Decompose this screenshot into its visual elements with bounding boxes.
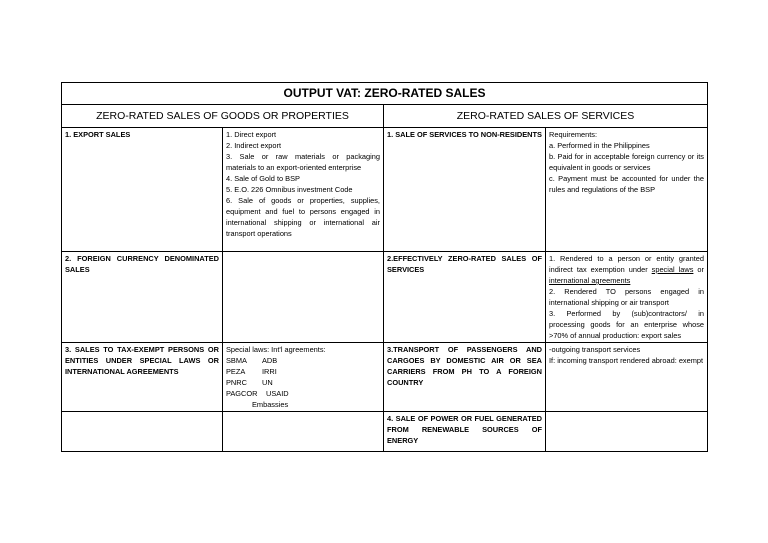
list-item: Requirements: bbox=[549, 130, 598, 139]
goods-header: ZERO-RATED SALES OF GOODS OR PROPERTIES bbox=[62, 105, 384, 128]
goods-category-export-sales: 1. EXPORT SALES bbox=[62, 128, 223, 252]
empty-cell bbox=[223, 412, 384, 452]
list-item: 3. Sale or raw materials or packaging materials to an export-oriented enterprise bbox=[226, 152, 380, 172]
zero-rated-sales-table bbox=[61, 82, 708, 452]
goods-category-foreign-currency: 2. FOREIGN CURRENCY DENOMINATED SALES bbox=[62, 252, 223, 343]
empty-cell bbox=[223, 252, 384, 343]
non-residents-requirements bbox=[546, 128, 708, 252]
international-agreements-text: international agreements bbox=[549, 276, 631, 285]
list-item: PEZA IRRI bbox=[226, 367, 277, 376]
list-item: c. Payment must be accounted for under the rules and regulations of the BSP bbox=[549, 174, 704, 194]
list-item: 2. Indirect export bbox=[226, 141, 282, 150]
list-item: 1. Rendered to a person or entity granted indirect tax exemption under special laws or international agreements bbox=[549, 254, 704, 285]
list-item: If: incoming transport rendered abroad: exempt bbox=[549, 356, 704, 365]
list-item: 4. Sale of Gold to BSP bbox=[226, 174, 300, 183]
list-item: a. Performed in the Philippines bbox=[549, 141, 650, 150]
list-item: 6. Sale of goods or properties, supplies, equipment and fuel to persons engaged in international shipping or international air transport operations bbox=[226, 196, 380, 238]
list-header: Special laws: Int'l agreements: bbox=[226, 345, 326, 354]
table-row bbox=[62, 252, 708, 343]
services-category-non-residents: 1. SALE OF SERVICES TO NON-RESIDENTS bbox=[384, 128, 546, 252]
effectively-zero-rated-items bbox=[546, 252, 708, 343]
page-title: OUTPUT VAT: ZERO-RATED SALES bbox=[62, 83, 708, 105]
list-item: 5. E.O. 226 Omnibus investment Code bbox=[226, 185, 353, 194]
services-category-effectively-zero-rated: 2.EFFECTIVELY ZERO-RATED SALES OF SERVICES bbox=[384, 252, 546, 343]
special-laws-text: special laws bbox=[651, 265, 694, 274]
list-item: -outgoing transport services bbox=[549, 345, 641, 354]
table-row bbox=[62, 412, 708, 452]
list-item: SBMA ADB bbox=[226, 356, 278, 365]
services-category-transport: 3.TRANSPORT OF PASSENGERS AND CARGOES BY DOMESTIC AIR OR SEA CARRIERS FROM PH TO A FOREIGN COUNTRY bbox=[384, 343, 546, 412]
list-item: 2. Rendered TO persons engaged in international shipping or air transport bbox=[549, 287, 704, 307]
table-row bbox=[62, 128, 708, 252]
empty-cell bbox=[62, 412, 223, 452]
list-item: 1. Direct export bbox=[226, 130, 277, 139]
services-header: ZERO-RATED SALES OF SERVICES bbox=[384, 105, 708, 128]
list-item: 3. Performed by (sub)contractors/ in processing goods for an enterprise whose >70% of annual production: export sales bbox=[549, 309, 704, 340]
transport-items bbox=[546, 343, 708, 412]
goods-category-tax-exempt: 3. SALES TO TAX-EXEMPT PERSONS OR ENTITIES UNDER SPECIAL LAWS OR INTERNATIONAL AGREEMENTS bbox=[62, 343, 223, 412]
table-row bbox=[62, 343, 708, 412]
export-sales-items bbox=[223, 128, 384, 252]
list-item: Embassies bbox=[252, 400, 289, 409]
list-item: PNRC UN bbox=[226, 378, 273, 387]
tax-exempt-entities bbox=[223, 343, 384, 412]
services-category-renewable-energy: 4. SALE OF POWER OR FUEL GENERATED FROM RENEWABLE SOURCES OF ENERGY bbox=[384, 412, 546, 452]
list-item: b. Paid for in acceptable foreign currency or its equivalent in goods or services bbox=[549, 152, 704, 172]
empty-cell bbox=[546, 412, 708, 452]
list-item: PAGCOR USAID bbox=[226, 389, 289, 398]
